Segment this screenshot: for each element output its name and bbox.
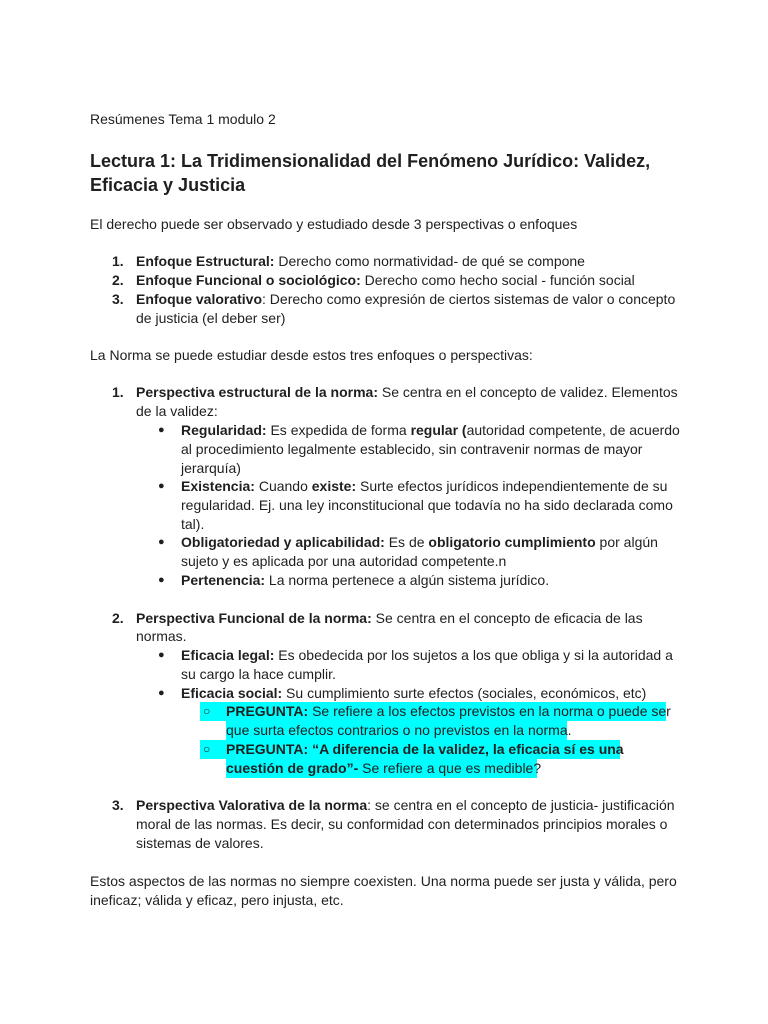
document-title: Resúmenes Tema 1 modulo 2	[90, 111, 276, 127]
bullet-item: Eficacia social: Su cumplimiento surte efectos (sociales, económicos, etc)	[181, 685, 647, 701]
list-item: Perspectiva Valorativa de la norma: se centra en el concepto de justicia- justificación	[136, 797, 675, 813]
list-item: Enfoque Estructural: Derecho como normatividad- de qué se compone	[136, 253, 585, 269]
bullet-icon: ●	[158, 424, 165, 436]
list-item-continuation: normas.	[136, 628, 187, 644]
list-item: Enfoque valorativo: Derecho como expresión de ciertos sistemas de valor o concepto	[136, 291, 676, 307]
norma-intro-paragraph: La Norma se puede estudiar desde estos tres enfoques o perspectivas:	[90, 347, 533, 363]
list-item-continuation: moral de las normas. Es decir, su conformidad con determinados principios morales o	[136, 816, 668, 832]
bullet-icon: ●	[158, 574, 165, 586]
bullet-icon: ●	[158, 480, 165, 492]
bullet-icon: ●	[158, 536, 165, 548]
bullet-item-continuation: regularidad. Ej. una ley inconstitucional que todavía no ha sido declarada como	[181, 497, 673, 513]
bullet-item-continuation: al procedimiento legalmente establecido, sin contravenir normas de mayor	[181, 441, 643, 457]
bullet-icon: ●	[158, 649, 165, 661]
lecture-title-line-2: Eficacia y Justicia	[90, 175, 246, 195]
list-item-continuation: de justicia (el deber ser)	[136, 310, 286, 326]
bullet-item: Eficacia legal: Es obedecida por los sujetos a los que obliga y si la autoridad a	[181, 647, 673, 663]
bullet-item: Regularidad: Es expedida de forma regular (autoridad competente, de acuerdo	[181, 422, 680, 438]
bullet-item: Pertenencia: La norma pertenece a algún sistema jurídico.	[181, 572, 550, 588]
bullet-item-continuation: sujeto y es aplicada por una autoridad competente.n	[181, 553, 507, 569]
lecture-title-line-1: Lectura 1: La Tridimensionalidad del Fenómeno Jurídico: Validez,	[90, 151, 651, 171]
question-item: PREGUNTA: Se refiere a los efectos previstos en la norma o puede ser	[226, 703, 671, 719]
list-item: Enfoque Funcional o sociológico: Derecho como hecho social - función social	[136, 272, 635, 288]
list-item: Perspectiva estructural de la norma: Se centra en el concepto de validez. Elementos	[136, 384, 678, 400]
list-number: 2.	[112, 610, 124, 626]
bullet-item-continuation: jerarquía)	[181, 460, 241, 476]
question-item-continuation: cuestión de grado”- Se refiere a que es medible?	[226, 760, 542, 776]
list-number: 1.	[112, 253, 124, 269]
closing-paragraph-line-2: ineficaz; válida y eficaz, pero injusta, etc.	[90, 892, 344, 908]
closing-paragraph-line-1: Estos aspectos de las normas no siempre coexisten. Una norma puede ser justa y válida, pero	[90, 873, 677, 889]
list-item-continuation: de la validez:	[136, 403, 218, 419]
list-item: Perspectiva Funcional de la norma: Se centra en el concepto de eficacia de las	[136, 610, 643, 626]
question-item-continuation: que surta efectos contrarios o no previstos en la norma.	[226, 722, 572, 738]
bullet-item-continuation: su cargo la hace cumplir.	[181, 666, 336, 682]
question-item: PREGUNTA: “A diferencia de la validez, la eficacia sí es una	[226, 741, 624, 757]
list-number: 3.	[112, 797, 124, 813]
list-number: 1.	[112, 384, 124, 400]
list-item-continuation: sistemas de valores.	[136, 835, 264, 851]
intro-paragraph: El derecho puede ser observado y estudiado desde 3 perspectivas o enfoques	[90, 216, 578, 232]
list-number: 2.	[112, 272, 124, 288]
list-number: 3.	[112, 291, 124, 307]
bullet-item: Existencia: Cuando existe: Surte efectos jurídicos independientemente de su	[181, 478, 668, 494]
bullet-item: Obligatoriedad y aplicabilidad: Es de obligatorio cumplimiento por algún	[181, 534, 658, 550]
bullet-item-continuation: tal).	[181, 516, 205, 532]
bullet-icon: ●	[158, 687, 165, 699]
circle-bullet-icon: ○	[203, 742, 211, 756]
circle-bullet-icon: ○	[203, 704, 211, 718]
